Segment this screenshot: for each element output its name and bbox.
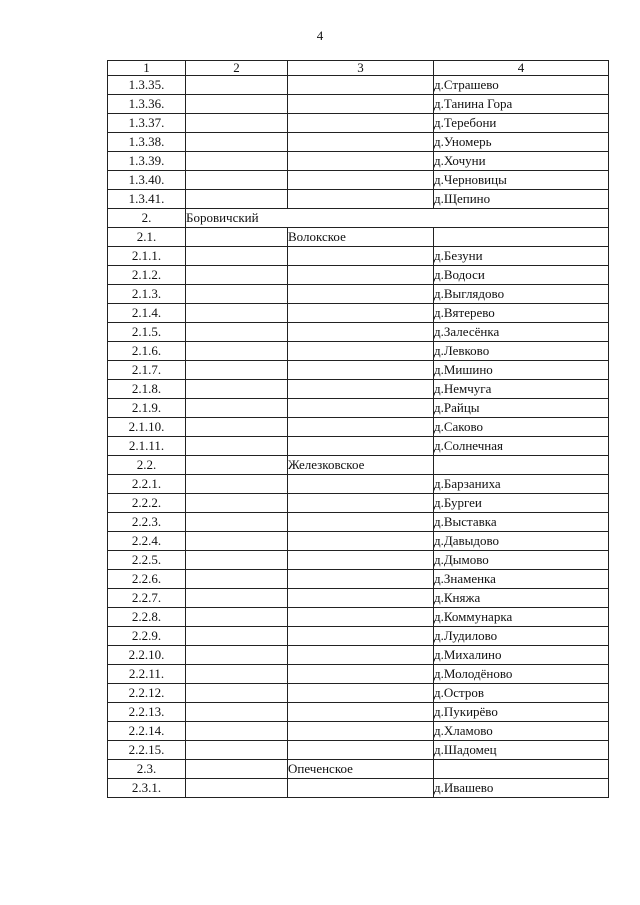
district-cell — [186, 418, 288, 437]
village-name: д.Михалино — [434, 646, 609, 665]
settlement-name — [288, 95, 434, 114]
table-row — [108, 608, 609, 627]
village-name: д.Теребони — [434, 114, 609, 133]
settlement-name — [288, 665, 434, 684]
village-name: д.Барзаниха — [434, 475, 609, 494]
district-cell — [186, 342, 288, 361]
row-number: 2.2.1. — [108, 475, 186, 494]
village-name: д.Безуни — [434, 247, 609, 266]
table-row — [108, 247, 609, 266]
settlement-name — [288, 513, 434, 532]
district-cell — [186, 399, 288, 418]
table-row — [108, 475, 609, 494]
settlement-name — [288, 247, 434, 266]
district-cell — [186, 722, 288, 741]
village-name: д.Дымово — [434, 551, 609, 570]
row-number: 2.2.15. — [108, 741, 186, 760]
row-number: 2.3.1. — [108, 779, 186, 798]
settlement-name — [288, 551, 434, 570]
header-row — [108, 61, 609, 76]
district-cell — [186, 665, 288, 684]
village-name: д.Знаменка — [434, 570, 609, 589]
district-cell — [186, 627, 288, 646]
village-name: д.Ивашево — [434, 779, 609, 798]
district-cell — [186, 266, 288, 285]
village-name: д.Щепино — [434, 190, 609, 209]
table-row — [108, 190, 609, 209]
village-name: д.Шадомец — [434, 741, 609, 760]
district-cell — [186, 95, 288, 114]
row-number: 2.1. — [108, 228, 186, 247]
row-number: 2.2. — [108, 456, 186, 475]
village-name: д.Райцы — [434, 399, 609, 418]
table-body — [108, 76, 609, 798]
district-cell — [186, 589, 288, 608]
district-cell — [186, 513, 288, 532]
settlement-name — [288, 342, 434, 361]
table-row — [108, 304, 609, 323]
settlement-name — [288, 589, 434, 608]
village-name: д.Молодёново — [434, 665, 609, 684]
district-cell — [186, 570, 288, 589]
village-name: д.Пукирёво — [434, 703, 609, 722]
district-cell — [186, 760, 288, 779]
row-number: 2.1.6. — [108, 342, 186, 361]
settlement-name — [288, 133, 434, 152]
village-name: д.Хламово — [434, 722, 609, 741]
district-cell — [186, 437, 288, 456]
settlement-name — [288, 285, 434, 304]
district-cell — [186, 551, 288, 570]
settlement-name — [288, 304, 434, 323]
table-row — [108, 171, 609, 190]
row-number: 2.1.1. — [108, 247, 186, 266]
table-row — [108, 114, 609, 133]
row-number: 2.2.3. — [108, 513, 186, 532]
row-number: 2.2.14. — [108, 722, 186, 741]
row-number: 1.3.38. — [108, 133, 186, 152]
row-number: 1.3.39. — [108, 152, 186, 171]
village-name: д.Выставка — [434, 513, 609, 532]
district-name: Боровичский — [186, 209, 609, 228]
table-row — [108, 494, 609, 513]
row-number: 2.2.8. — [108, 608, 186, 627]
table-row — [108, 418, 609, 437]
village-name: д.Водоси — [434, 266, 609, 285]
table-row — [108, 228, 609, 247]
row-number: 2.1.4. — [108, 304, 186, 323]
table-row — [108, 361, 609, 380]
village-name: д.Немчуга — [434, 380, 609, 399]
row-number: 1.3.37. — [108, 114, 186, 133]
table-row — [108, 285, 609, 304]
settlement-name — [288, 323, 434, 342]
settlement-name — [288, 399, 434, 418]
settlement-name — [288, 475, 434, 494]
column-header-2: 2 — [186, 61, 288, 76]
village-name: д.Выглядово — [434, 285, 609, 304]
settlement-name — [288, 608, 434, 627]
village-name: д.Княжа — [434, 589, 609, 608]
table-row — [108, 627, 609, 646]
row-number: 2.2.5. — [108, 551, 186, 570]
settlement-name: Волокское — [288, 228, 434, 247]
settlement-name — [288, 532, 434, 551]
district-cell — [186, 741, 288, 760]
village-name: д.Залесёнка — [434, 323, 609, 342]
settlement-name — [288, 190, 434, 209]
settlement-name — [288, 152, 434, 171]
settlements-table — [107, 60, 609, 798]
district-cell — [186, 475, 288, 494]
district-cell — [186, 247, 288, 266]
village-name: д.Танина Гора — [434, 95, 609, 114]
district-cell — [186, 703, 288, 722]
settlement-name — [288, 171, 434, 190]
settlement-name — [288, 722, 434, 741]
table-row — [108, 703, 609, 722]
village-name: д.Левково — [434, 342, 609, 361]
settlement-name — [288, 266, 434, 285]
table-row — [108, 646, 609, 665]
district-cell — [186, 304, 288, 323]
district-cell — [186, 361, 288, 380]
district-cell — [186, 114, 288, 133]
settlement-name — [288, 380, 434, 399]
settlement-name: Железковское — [288, 456, 434, 475]
table-row — [108, 209, 609, 228]
settlement-name — [288, 570, 434, 589]
district-cell — [186, 228, 288, 247]
district-cell — [186, 171, 288, 190]
table-row — [108, 665, 609, 684]
row-number: 2.2.10. — [108, 646, 186, 665]
settlement-name — [288, 684, 434, 703]
row-number: 2.1.7. — [108, 361, 186, 380]
table-row — [108, 570, 609, 589]
row-number: 2.2.11. — [108, 665, 186, 684]
village-name: д.Коммунарка — [434, 608, 609, 627]
settlement-name — [288, 779, 434, 798]
district-cell — [186, 494, 288, 513]
settlement-name — [288, 114, 434, 133]
village-name: д.Страшево — [434, 76, 609, 95]
row-number: 2.2.7. — [108, 589, 186, 608]
settlement-name — [288, 646, 434, 665]
table-row — [108, 342, 609, 361]
village-name: д.Вятерево — [434, 304, 609, 323]
table-row — [108, 551, 609, 570]
village-name: д.Хочуни — [434, 152, 609, 171]
village-name: д.Лудилово — [434, 627, 609, 646]
row-number: 1.3.36. — [108, 95, 186, 114]
row-number: 2.1.8. — [108, 380, 186, 399]
table-header — [108, 61, 609, 76]
row-number: 2.1.11. — [108, 437, 186, 456]
settlement-name — [288, 437, 434, 456]
settlement-name — [288, 494, 434, 513]
district-cell — [186, 532, 288, 551]
column-header-3: 3 — [288, 61, 434, 76]
village-name: д.Солнечная — [434, 437, 609, 456]
row-number: 2.2.13. — [108, 703, 186, 722]
row-number: 2.2.6. — [108, 570, 186, 589]
district-cell — [186, 76, 288, 95]
settlement-name — [288, 627, 434, 646]
village-name: д.Бургеи — [434, 494, 609, 513]
village-name — [434, 760, 609, 779]
settlement-name: Опеченское — [288, 760, 434, 779]
table-row — [108, 380, 609, 399]
village-name: д.Черновицы — [434, 171, 609, 190]
district-cell — [186, 380, 288, 399]
village-name: д.Саково — [434, 418, 609, 437]
row-number: 2.1.10. — [108, 418, 186, 437]
row-number: 1.3.40. — [108, 171, 186, 190]
table-row — [108, 779, 609, 798]
table-row — [108, 76, 609, 95]
district-cell — [186, 646, 288, 665]
district-cell — [186, 285, 288, 304]
village-name — [434, 456, 609, 475]
village-name: д.Мишино — [434, 361, 609, 380]
settlement-name — [288, 741, 434, 760]
page-number: 4 — [316, 28, 324, 43]
village-name: д.Давыдово — [434, 532, 609, 551]
column-header-1: 1 — [108, 61, 186, 76]
row-number: 1.3.41. — [108, 190, 186, 209]
row-number: 2.2.2. — [108, 494, 186, 513]
row-number: 2.2.4. — [108, 532, 186, 551]
table-row — [108, 133, 609, 152]
district-cell — [186, 152, 288, 171]
table-row — [108, 722, 609, 741]
district-cell — [186, 323, 288, 342]
district-cell — [186, 608, 288, 627]
table-row — [108, 95, 609, 114]
table-row — [108, 399, 609, 418]
settlement-name — [288, 76, 434, 95]
table-row — [108, 760, 609, 779]
district-cell — [186, 684, 288, 703]
row-number: 2.2.9. — [108, 627, 186, 646]
table-row — [108, 684, 609, 703]
row-number: 2.1.3. — [108, 285, 186, 304]
row-number: 2.2.12. — [108, 684, 186, 703]
table-row — [108, 513, 609, 532]
village-name — [434, 228, 609, 247]
table-row — [108, 456, 609, 475]
table-row — [108, 741, 609, 760]
column-header-4: 4 — [434, 61, 609, 76]
table-row — [108, 323, 609, 342]
row-number: 2.1.2. — [108, 266, 186, 285]
table-row — [108, 589, 609, 608]
table-row — [108, 437, 609, 456]
row-number: 2.3. — [108, 760, 186, 779]
village-name: д.Остров — [434, 684, 609, 703]
table-row — [108, 152, 609, 171]
settlement-name — [288, 703, 434, 722]
table-row — [108, 532, 609, 551]
district-cell — [186, 133, 288, 152]
district-cell — [186, 779, 288, 798]
district-cell — [186, 456, 288, 475]
district-cell — [186, 190, 288, 209]
table-row — [108, 266, 609, 285]
row-number: 2.1.9. — [108, 399, 186, 418]
row-number: 1.3.35. — [108, 76, 186, 95]
village-name: д.Уномерь — [434, 133, 609, 152]
row-number: 2.1.5. — [108, 323, 186, 342]
row-number: 2. — [108, 209, 186, 228]
settlement-name — [288, 418, 434, 437]
settlement-name — [288, 361, 434, 380]
